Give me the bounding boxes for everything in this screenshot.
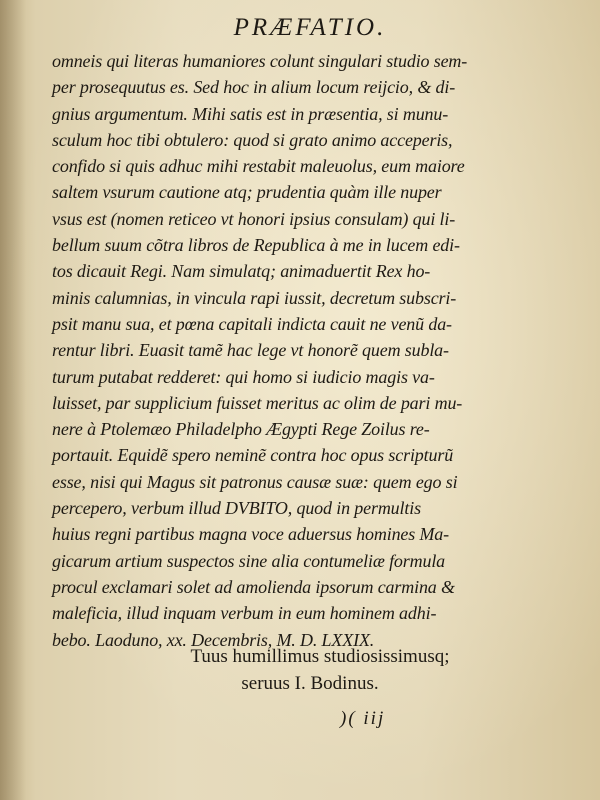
signature-mark: )( iij: [340, 708, 386, 729]
closing-signature: seruus I. Bodinus.: [241, 673, 379, 694]
text-line: confido si quis adhuc mihi restabit maleuolus, eum maiore: [52, 156, 465, 177]
text-line: maleficia, illud inquam verbum in eum hominem adhi-: [52, 603, 437, 624]
text-line: psit manu sua, et pœna capitali indicta cauit ne venũ da-: [52, 313, 452, 334]
running-head: PRÆFATIO.: [233, 14, 387, 41]
text-line: bellum suum cõtra libros de Republica à me in lucem edi-: [52, 235, 460, 256]
text-line: gicarum artium suspectos sine alia contumeliæ formula: [52, 550, 446, 571]
text-line: luisset, par supplicium fuisset meritus ac olim de pari mu-: [52, 392, 463, 413]
body-text: [52, 48, 572, 653]
text-line: saltem vsurum cautione atq; prudentia quàm ille nuper: [52, 182, 442, 203]
text-line: esse, nisi qui Magus sit patronus causæ suæ: quem ego si: [52, 471, 458, 492]
text-line: minis calumnias, in vincula rapi iussit, decretum subscri-: [52, 287, 457, 308]
text-line: percepero, verbum illud DVBITO, quod in permultis: [52, 498, 421, 519]
text-line: tos dicauit Regi. Nam simulatq; animaduertit Rex ho-: [52, 261, 431, 282]
text-line: huius regni partibus magna voce aduersus homines Ma-: [52, 524, 449, 545]
text-line: portauit. Equidẽ spero neminẽ contra hoc opus scripturũ: [52, 445, 454, 466]
text-line: turum putabat redderet: qui homo si iudicio magis va-: [52, 366, 435, 387]
closing-salutation: Tuus humillimus studiosissimusq;: [190, 646, 450, 667]
text-line: bebo. Laoduno, xx. Decembris, M. D. LXXIX.: [52, 629, 375, 650]
text-line: vsus est (nomen reticeo vt honori ipsius consulam) qui li-: [52, 208, 456, 229]
text-line: omneis qui literas humaniores colunt singulari studio sem-: [52, 51, 468, 71]
text-line: procul exclamari solet ad amolienda ipsorum carmina &: [52, 576, 455, 597]
text-line: gnius argumentum. Mihi satis est in præsentia, si munu-: [52, 103, 449, 124]
text-line: sculum hoc tibi obtulero: quod si grato animo acceperis,: [52, 129, 453, 150]
text-line: nere à Ptolemæo Philadelpho Ægypti Rege Zoilus re-: [52, 419, 430, 440]
text-line: rentur libri. Euasit tamẽ hac lege vt honorẽ quem subla-: [52, 340, 449, 361]
text-line: per prosequutus es. Sed hoc in alium locum reijcio, & di-: [52, 77, 456, 98]
